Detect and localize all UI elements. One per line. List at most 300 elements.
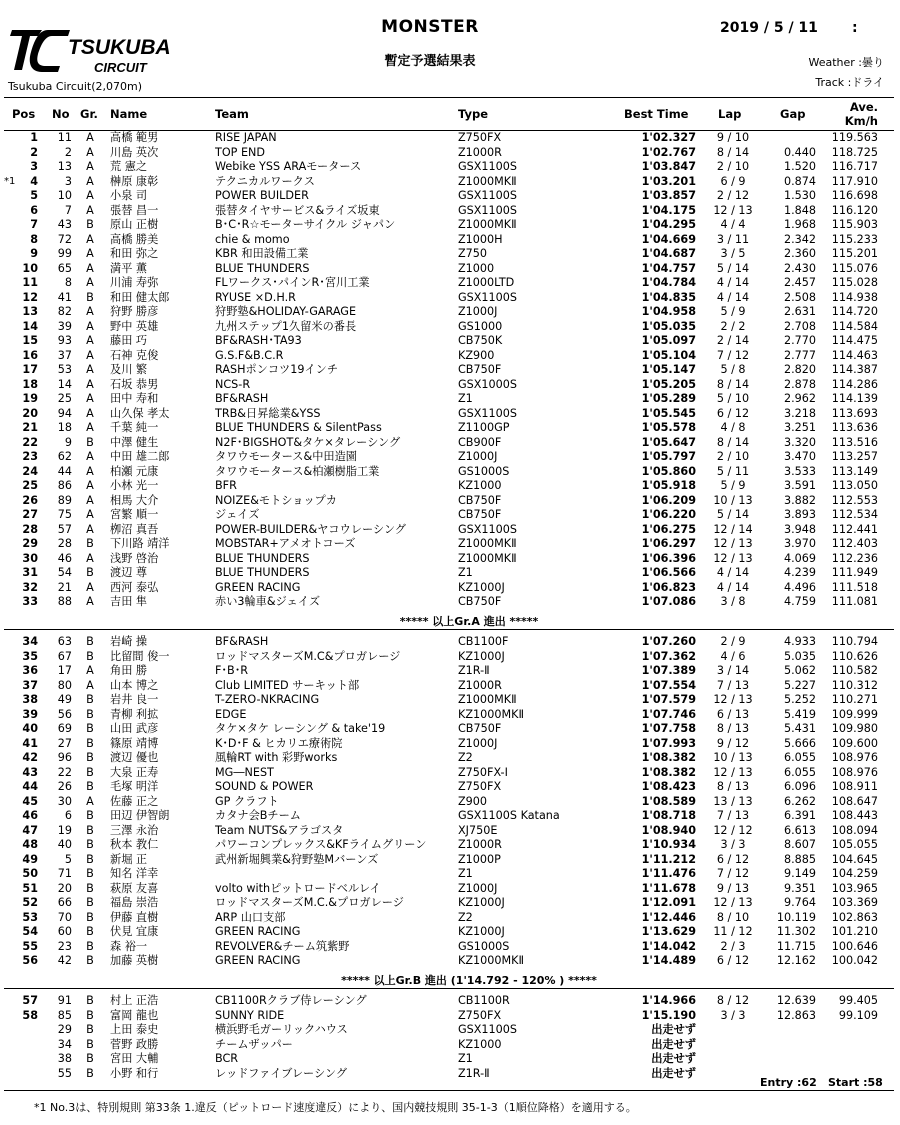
team-name: SUNNY RIDE [215,1008,285,1022]
col-ave [834,98,878,132]
bike-type: Z2 [458,910,473,924]
average-speed: 114.584 [831,319,878,333]
group: A [86,794,94,808]
position: 58 [22,1008,38,1022]
car-number: 17 [57,664,72,677]
gap: 4.759 [783,595,816,608]
bike-type: Z2 [458,751,473,764]
group: A [86,305,94,318]
best-time: 1'08.940 [641,823,696,837]
car-number: 72 [57,232,72,246]
result-row [4,146,894,161]
best-lap: 8 / 13 [716,780,750,793]
rider-name: 角田 勝 [110,664,148,677]
best-lap: 4 / 4 [720,218,746,231]
group: B [86,722,94,735]
team-name: 狩野塾&HOLIDAY-GARAGE [215,305,357,318]
position: 20 [22,406,38,420]
average-speed: 116.120 [831,203,878,217]
team-name: volto withピットロードベルレイ [215,881,381,895]
result-row [4,233,894,248]
best-lap: 6 / 12 [716,954,750,967]
result-row [4,1038,894,1053]
gap: 3.218 [783,406,816,420]
bike-type: Z900 [458,794,488,808]
result-row [4,708,894,723]
team-name: BFR [215,479,237,492]
gap: 3.533 [783,464,816,478]
group: A [86,131,94,144]
average-speed: 113.516 [831,435,878,449]
best-time: 1'03.857 [641,189,696,202]
result-row [4,363,894,378]
average-speed: 104.259 [831,867,878,880]
best-time: 1'06.396 [641,551,696,565]
rider-name: 張替 昌一 [110,203,159,217]
gap: 12.639 [776,994,816,1007]
bike-type: KZ1000MKⅡ [458,707,524,721]
event-subtitle: 暫定予選結果表 [384,54,476,69]
average-speed: 109.999 [831,707,878,721]
gap: 6.096 [783,780,816,793]
car-number: 44 [57,464,72,478]
group: B [86,537,94,550]
position: 30 [22,551,38,565]
group: A [86,261,94,275]
event-title: MONSTER [381,17,479,37]
best-time: 1'04.687 [641,247,696,260]
team-name: BLUE THUNDERS [215,551,310,565]
footer-divider [4,1090,894,1091]
group: A [86,664,94,677]
position: 27 [22,508,38,521]
best-lap: 10 / 13 [713,493,753,507]
group: A [86,334,94,347]
result-row [4,809,894,824]
car-number: 11 [57,131,72,144]
bike-type: GSX1100S [458,189,518,202]
position: 50 [22,867,38,880]
result-row [4,737,894,752]
logo-sub-text: CIRCUIT [94,60,147,75]
car-number: 9 [64,435,72,449]
result-row [4,650,894,665]
team-name: REVOLVER&チーム筑紫野 [215,939,350,953]
bike-type: Z1000MKⅡ [458,174,517,188]
car-number: 14 [57,377,72,391]
position: 42 [22,751,38,764]
bike-type: GSX1100S [458,203,518,217]
car-number: 27 [57,736,72,750]
col-pos: Pos [12,107,36,121]
gap: 9.149 [783,867,816,880]
car-number: 99 [57,247,72,260]
position: 45 [22,794,38,808]
gap: 3.948 [783,522,816,536]
rider-name: 石神 克俊 [110,348,159,362]
best-lap: 12 / 13 [713,693,753,706]
best-time: 1'05.035 [641,319,696,333]
average-speed: 112.534 [831,508,878,521]
rider-name: 高橋 勝美 [110,232,159,246]
team-name: Team NUTS&アラゴスタ [215,823,344,837]
best-lap: 7 / 12 [716,867,750,880]
best-lap: 5 / 8 [720,363,746,376]
best-time: 1'13.629 [641,925,696,938]
average-speed: 114.463 [831,348,878,362]
bike-type: KZ900 [458,348,495,362]
rider-name: 森 裕一 [110,939,148,953]
position: 36 [22,664,38,677]
rider-name: 和田 健太郎 [110,290,170,304]
average-speed: 111.949 [831,566,878,579]
rider-name: 三澤 永治 [110,823,159,837]
car-number: 88 [57,595,72,608]
car-number: 89 [57,493,72,507]
gap: 2.878 [783,377,816,391]
gap: 2.820 [783,363,816,376]
team-name: RYUSE ×D.H.R [215,290,296,304]
position: 44 [22,780,38,793]
best-lap: 4 / 14 [716,290,750,304]
rider-name: 伊藤 直樹 [110,910,159,924]
group: A [86,493,94,507]
group: A [86,551,94,565]
rider-name: 和田 弥之 [110,247,159,260]
gap: 10.119 [776,910,816,924]
bike-type: Z1000LTD [458,276,515,289]
team-name: 武州新堀興業&狩野塾Mバーンズ [215,852,379,866]
result-row [4,853,894,868]
best-time: 1'08.423 [641,780,696,793]
best-time: 1'08.718 [641,809,696,822]
rider-name: 岩井 良一 [110,693,159,706]
result-row [4,679,894,694]
rider-name: 篠原 靖博 [110,736,159,750]
result-row [4,722,894,737]
rider-name: 榊原 康彰 [110,174,159,188]
result-row [4,994,894,1009]
team-name: G.S.F&B.C.R [215,348,284,362]
bike-type: GSX1100S [458,290,518,304]
team-name: パワーコンプレックス&KFライムグリーン [215,838,427,851]
gap: 2.360 [783,247,816,260]
best-time: 1'06.823 [641,580,696,594]
team-name: 横浜野毛ガーリックハウス [215,1023,348,1036]
bike-type: Z750FX [458,1008,502,1022]
car-number: 22 [57,765,72,779]
position: 38 [22,693,38,706]
position: 3 [30,160,38,173]
gap: 6.613 [783,823,816,837]
position: 56 [22,954,38,967]
average-speed: 112.403 [831,537,878,550]
team-name: B･C･R☆モーターサイクル ジャパン [215,218,396,231]
group: B [86,910,94,924]
bike-type: CB1100F [458,635,509,648]
best-lap: 5 / 10 [716,392,750,405]
best-lap: 12 / 13 [713,896,753,909]
rider-name: 村上 正浩 [110,994,159,1007]
bike-type: Z1000R [458,678,502,692]
group: A [86,145,94,159]
bike-type: KZ1000J [458,649,505,663]
col-ave-unit: Km/h [844,114,878,128]
position: 21 [22,421,38,434]
position: 47 [22,823,38,837]
bike-type: Z1000J [458,881,498,895]
rider-name: 野中 英雄 [110,319,159,333]
best-lap: 5 / 11 [716,464,750,478]
best-time: 1'04.295 [641,218,696,231]
average-speed: 114.387 [831,363,878,376]
logo-emblem-icon [8,20,208,76]
position: 12 [22,290,38,304]
average-speed: 108.976 [831,751,878,764]
gap: 2.962 [783,392,816,405]
best-lap: 5 / 14 [716,261,750,275]
result-row [4,824,894,839]
bike-type: CB750F [458,508,502,521]
rider-name: 小野 和行 [110,1066,159,1080]
gap: 2.777 [783,348,816,362]
car-number: 38 [57,1052,72,1065]
car-number: 3 [64,174,72,188]
gap: 3.882 [783,493,816,507]
car-number: 85 [57,1008,72,1022]
group: A [86,580,94,594]
best-time: 出走せず [651,1037,696,1051]
best-time: 1'02.767 [641,145,696,159]
group: B [86,939,94,953]
best-lap: 5 / 9 [720,305,746,318]
car-number: 42 [57,954,72,967]
rider-name: 小林 光一 [110,479,159,492]
best-time: 出走せず [651,1066,696,1080]
best-lap: 6 / 13 [716,707,750,721]
result-row [4,751,894,766]
best-lap: 12 / 13 [713,203,753,217]
average-speed: 100.042 [831,954,878,967]
position: 9 [30,247,38,260]
group: A [86,508,94,521]
col-team: Team [215,107,249,121]
gap: 3.470 [783,450,816,463]
best-lap: 11 / 12 [713,925,753,938]
best-time: 1'05.104 [641,348,696,362]
best-time: 1'04.958 [641,305,696,318]
best-time: 1'04.757 [641,261,696,275]
position: 41 [22,736,38,750]
event-date: 2019 / 5 / 11 [720,20,818,36]
team-name: ロッドマスターズM.C&プロガレージ [215,649,401,663]
result-row [4,131,894,146]
car-number: 62 [57,450,72,463]
col-ave-label: Ave. [849,100,878,114]
average-speed: 118.725 [831,145,878,159]
position: 13 [22,305,38,318]
gap: 0.874 [783,174,816,188]
best-lap: 9 / 12 [716,736,750,750]
bike-type: GSX1100S [458,160,518,173]
bike-type: Z750FX [458,780,502,793]
group: A [86,377,94,391]
position: 25 [22,479,38,492]
result-row [4,766,894,781]
position: 26 [22,493,38,507]
gap: 2.430 [783,261,816,275]
best-time: 1'07.086 [641,595,696,608]
gap: 11.715 [776,939,816,953]
result-row [4,882,894,897]
bike-type: Z1000J [458,305,498,318]
team-name: テクニカルワークス [215,174,315,188]
position: 6 [30,203,38,217]
rider-name: 荒 憲之 [110,160,148,173]
best-time: 1'10.934 [641,838,696,851]
car-number: 21 [57,580,72,594]
result-row [4,581,894,596]
best-lap: 9 / 13 [716,881,750,895]
gap: 3.893 [783,508,816,521]
group: A [86,595,94,608]
position: 5 [30,189,38,202]
best-lap: 3 / 14 [716,664,750,677]
rider-name: 知名 洋幸 [110,867,159,880]
best-lap: 3 / 3 [720,1008,746,1022]
bike-type: CB750F [458,595,502,608]
result-row [4,160,894,175]
group: A [86,348,94,362]
start-count: Start :58 [828,1076,883,1089]
best-time: 1'06.297 [641,537,696,550]
result-row [4,407,894,422]
best-lap: 2 / 10 [716,160,750,173]
car-number: 55 [57,1066,72,1080]
best-lap: 2 / 10 [716,450,750,463]
team-name: 風輪RT with 彩野works [215,751,338,764]
best-lap: 12 / 13 [713,551,753,565]
best-lap: 6 / 9 [720,174,746,188]
best-lap: 5 / 9 [720,479,746,492]
bike-type: GS1000S [458,464,510,478]
bike-type: Z1000 [458,261,495,275]
group: B [86,994,94,1007]
bike-type: Z1100GP [458,421,510,434]
team-name: POWER BUILDER [215,189,309,202]
team-name: MG―NEST [215,765,274,779]
col-gap: Gap [780,107,806,121]
best-lap: 4 / 14 [716,276,750,289]
best-lap: 3 / 11 [716,232,750,246]
rider-name: 宮田 大輔 [110,1052,159,1065]
car-number: 8 [64,276,72,289]
car-number: 67 [57,649,72,663]
average-speed: 113.050 [831,479,878,492]
rider-name: 柏瀬 元康 [110,464,159,478]
position: 2 [30,145,38,159]
result-row [4,523,894,538]
best-lap: 4 / 14 [716,566,750,579]
best-lap: 12 / 13 [713,765,753,779]
result-row [4,334,894,349]
group: A [86,479,94,492]
bike-type: KZ1000MKⅡ [458,954,524,967]
rider-name: 加藤 英樹 [110,954,159,967]
best-lap: 3 / 3 [720,838,746,851]
best-time: 1'14.489 [641,954,696,967]
rider-name: 宮繁 順一 [110,508,159,521]
best-time: 1'05.289 [641,392,696,405]
car-number: 39 [57,319,72,333]
rider-name: 山田 武彦 [110,722,159,735]
gap: 6.262 [783,794,816,808]
bike-type: Z1000MKⅡ [458,537,517,550]
position: 19 [22,392,38,405]
circuit-name: Tsukuba Circuit(2,070m) [8,80,143,93]
best-time: 1'06.566 [641,566,696,579]
rider-name: 西河 泰弘 [110,580,159,594]
gap: 0.440 [783,145,816,159]
bike-type: CB750F [458,493,502,507]
gap: 1.848 [783,203,816,217]
best-lap: 8 / 13 [716,722,750,735]
team-name: T-ZERO-NKRACING [215,693,320,706]
position: 49 [22,852,38,866]
team-name: GREEN RACING [215,925,301,938]
best-time: 1'11.476 [641,867,696,880]
rider-name: 毛塚 明洋 [110,780,159,793]
gap: 5.431 [783,722,816,735]
team-name: タケ×タケ レーシング & take'19 [215,722,386,735]
average-speed: 114.475 [831,334,878,347]
result-row [4,1023,894,1038]
best-time: 1'07.746 [641,707,696,721]
result-row [4,421,894,436]
group: B [86,838,94,851]
result-row [4,780,894,795]
rider-name: 相馬 大介 [110,493,159,507]
best-time: 1'02.327 [641,131,696,144]
result-row [4,436,894,451]
best-time: 1'12.091 [641,896,696,909]
average-speed: 110.312 [831,678,878,692]
result-row [4,911,894,926]
best-time: 1'06.275 [641,522,696,536]
bike-type: CB750F [458,722,502,735]
best-time: 1'08.382 [641,751,696,764]
car-number: 30 [57,794,72,808]
gap: 4.239 [783,566,816,579]
position: 53 [22,910,38,924]
team-name: RASHポンコツ19インチ [215,363,339,376]
bike-type: Z750 [458,247,488,260]
rider-name: 山本 博之 [110,678,159,692]
bike-type: Z1000MKⅡ [458,218,517,231]
col-name: Name [110,107,148,121]
gap: 9.351 [783,881,816,895]
bike-type: KZ1000 [458,479,502,492]
average-speed: 112.236 [831,551,878,565]
average-speed: 113.149 [831,464,878,478]
team-name: GP クラフト [215,794,279,808]
logo-main-text: TSUKUBA [68,36,171,59]
best-time: 1'07.389 [641,664,696,677]
bike-type: Z1 [458,1052,473,1065]
result-row [4,664,894,679]
col-no: No [52,107,70,121]
result-row [4,276,894,291]
